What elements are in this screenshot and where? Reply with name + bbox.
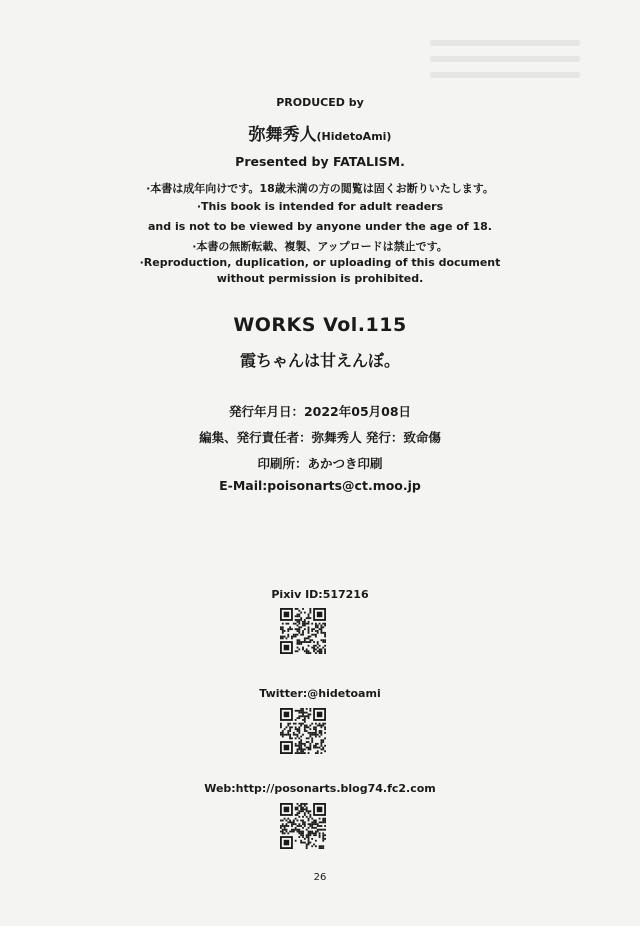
presented-by: Presented by FATALISM.: [235, 154, 405, 169]
author-credit: [0, 120, 640, 145]
issue-date: 発行年月日：2022年05月08日: [228, 404, 412, 419]
notice-jp-reproduction: ·本書の無断転載、複製、アップロードは禁止です。: [192, 240, 448, 253]
notice-en-adult-1: ·This book is intended for adult readers: [196, 200, 444, 213]
work-title: 霞ちゃんは甘えんぼ。: [239, 351, 400, 370]
email-address: E-Mail:poisonarts@ct.moo.jp: [219, 478, 421, 493]
twitter-qr-code-icon: [280, 708, 326, 754]
notice-en-reproduction-1: ·Reproduction, duplication, or uploading of this document: [139, 256, 501, 269]
works-series: WORKS Vol.115: [233, 314, 407, 336]
author-romaji: (HidetoAmi): [316, 130, 392, 143]
twitter-handle: Twitter:@hidetoami: [259, 687, 381, 700]
website-qr-code-icon: [280, 803, 326, 849]
page-number: 26: [313, 872, 327, 883]
author-name: 弥舞秀人: [248, 125, 317, 145]
produced-by-label: PRODUCED by: [276, 96, 364, 109]
website-url: Web:http://posonarts.blog74.fc2.com: [204, 782, 436, 795]
pixiv-id: Pixiv ID:517216: [271, 588, 369, 601]
printer: 印刷所：あかつき印刷: [257, 456, 383, 471]
notice-jp-adult: ·本書は成年向けです。18歳未満の方の閲覧は固くお断りいたします。: [146, 182, 494, 195]
pixiv-qr-code-icon: [280, 608, 326, 654]
notice-en-reproduction-2: without permission is prohibited.: [216, 272, 424, 285]
editor-publisher: 編集、発行責任者：弥舞秀人 発行：致命傷: [199, 430, 441, 445]
notice-en-adult-2: and is not to be viewed by anyone under the age of 18.: [148, 220, 492, 233]
